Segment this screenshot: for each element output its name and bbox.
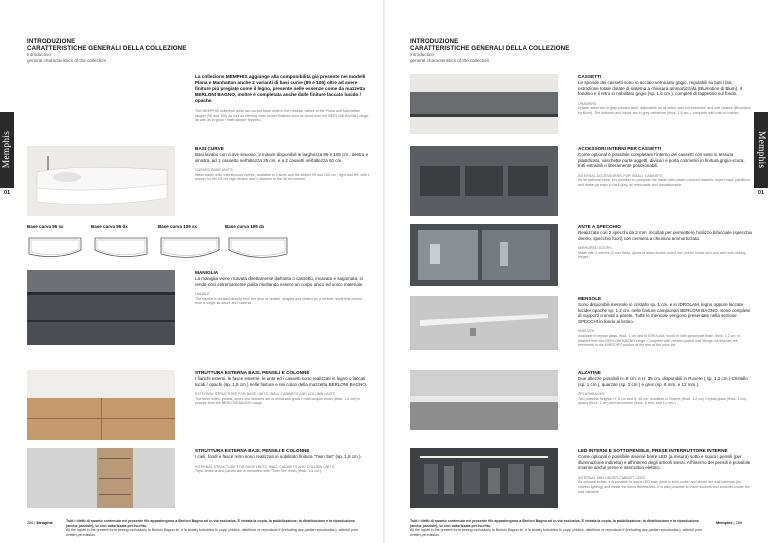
handle-en-title: HANDLE [195, 292, 210, 297]
side-tab-label: Memphis [2, 131, 12, 169]
splashback-en-title: SPLASHBACKS [578, 392, 605, 397]
side-tab-right [754, 112, 768, 188]
left-section-number: 01 [4, 190, 11, 196]
curve-label: Base curva 105 dx [225, 224, 265, 229]
accessories-photo [410, 146, 558, 216]
mirror-illustration [410, 224, 558, 286]
structure-twinset-title: STRUTTURA ESTERNA BASI, PENSILI E COLONNE [195, 448, 310, 453]
splashback-en-text: Two possible heights, H. 8 cm and H. 35 cm, available in Rovere (thick. 1,2 cm) Crystal glass (thick. 1 cm), quartz (thick. 2 cm) and stoneware (thick. 6 mm. and 12 mm.). [578, 396, 748, 406]
drawers-text: Le sponde dei cassetti sono in acciaio verniciato grigio, regolabili su tutti i lati, estrazione totale dotate di sistema a chiusura ammortizzata (Blumotion di Blum). Il fondino e il retro in nobilitato grigio (sp. 1,6 cm.), completi di tappetino sul fondo. [578, 80, 742, 97]
header-en-subtitle: general characteristics of the collection [410, 58, 490, 63]
footer-brand: Memphis [716, 521, 733, 525]
curve-plan-95-dx [95, 238, 147, 257]
drawers-illustration [410, 74, 558, 134]
structure-lacquer-title: STRUTTURA ESTERNA BASI, PENSILI E COLONNE [195, 370, 310, 375]
right-footer-page: Memphis | 289 [716, 521, 742, 525]
curve-title: BASI CURVE [195, 146, 224, 151]
splashback-block [578, 370, 753, 406]
splashback-illustration [410, 370, 558, 430]
header-subtitle: CARATTERISTICHE GENERALI DELLA COLLEZIONE [27, 45, 187, 52]
right-section-number: 01 [757, 190, 764, 196]
led-en-text: As optional extras, it is possible to insert LED bars (built to size) under and above the wall cabinets (for indirect lighting) and inside the items themselves. It is also possible to insert sockets and switches inside the wall cabinets. [578, 480, 750, 494]
right-header [410, 38, 569, 64]
curve-plan-105-sx [161, 238, 219, 257]
shelves-photo [410, 296, 558, 350]
structure-twinset-photo [27, 448, 175, 508]
led-photo [410, 448, 558, 508]
splashback-photo [410, 370, 558, 430]
header-en-subtitle: general characteristics of the collection [27, 58, 107, 63]
structure-lacquer-en-text: The outer sides, panels, doors and drawers are in wood with gloss / matt lacquer finish (thick. 1,8 cm) in colours from the BERLONI BAGNO range. [195, 396, 360, 406]
led-text: Come optional è possibile inserire barre LED (a misura) sotto e sopra i pensili (per illuminazione indiretta) e all'interno degli articoli stessi. All'interno dei pensili è possibile inserire anche prese e interruttori elettrici. [578, 454, 751, 471]
handle-photo [27, 270, 175, 345]
drawers-photo [410, 74, 558, 134]
accessories-en-title: INTERNAL ACCESSORIES FOR SMALL CABINETS [578, 173, 663, 178]
shelves-text: Sono disponibili mensole in cristallo sp. 1 cm. e in IDROLAM, legno oppure laccate lucide/ opache sp. 1,2 cm. nelle finiture campionari BERLONI BAGNO. Sono complete di supporti cromati a parete. Tutte le mensole vengono presentate nella sezione SPECCHI in fondo al listino. [578, 302, 751, 324]
left-header [27, 38, 186, 64]
mirror-text: Realizzate con 2 specchi da 3 mm. incollati per permettere l'utilizzo bifacciale (specchio dentro, specchio fuori) con cerniera a chiusura ammortizzata. [578, 230, 753, 241]
page-gutter [383, 0, 385, 543]
structure-twinset-en-text: Tops, bottoms and panels are in melamine with "Twin Set" finish (thick. 1,8 cm.). [195, 469, 323, 474]
curve-label: Base curva 95 dx [91, 224, 128, 229]
drawers-en-text: Drawer sides are in gray painted steel, adjustable on all sides, with full extraction and soft closure (Blumotion by Blum). The bottoms and backs are in grey melamine (thick. 1,6 cm.), complete with mat on bottom. [578, 106, 751, 115]
curve-label: Base curva 105 sx [158, 224, 198, 229]
structure-wood-illustration [27, 370, 175, 440]
structure-twinset-illustration [27, 448, 175, 508]
curve-plan-105-dx [229, 238, 287, 257]
accessories-illustration [410, 146, 558, 216]
structure-lacquer-en-title: EXTERNAL STRUCTURE FOR BASE UNITS, WALL CABINETS AND COLUMN UNITS [195, 392, 336, 397]
drawers-en-title: DRAWERS [578, 101, 597, 106]
mirror-en-title: MIRRORED DOORS [578, 246, 612, 251]
footer-rights-it: Tutti i diritti di quanto contenuto nel presente file appartengono a Berloni Bagno srl in via esclusiva. È vietata la copia, la pubblicazione, la distribuzione e la riproduzione (anche parziale), se non autorizzata per iscritto. [66, 519, 355, 528]
header-title: INTRODUZIONE [27, 38, 76, 45]
accessories-text: Come optional è possibile completare l'interno dei cassetti con sesti in tessuto plastificato, vaschette porta oggetti, divisori e porta cosmetici in finitura grigio-scura, tutti estraibili e liberamente posizionabili. [578, 152, 745, 169]
footer-rights-en: All the rights in the present form belong exclusively to Berloni Bagno srl. It is strictly forbidden to copy, publish, distribute or reproduce it (including any partial reproduction), without prior written permission. [410, 528, 703, 537]
structure-twinset-en-title: INTERNAL STRUCTURE FOR BASE UNITS, WALL CABINETS AND COLUMN UNITS [195, 464, 334, 469]
shelves-en-text: Available in crystal glass, thick. 1 cm and in IDROLAM, wood or with gloss/matt finish, thick. 1,2 cm. in finishes from the BERLONI BAGNO range. Complete with chrome-plated wall fittings. All shelves are presented in the MIRRORS section at the end of the price list. [578, 333, 741, 348]
header-subtitle: CARATTERISTICHE GENERALI DELLA COLLEZIONE [410, 45, 570, 52]
handle-text: La maniglia viene ricavata direttamente dall'anta o cassetto, incavata e sagomata, si rende così estremamente pulita risultando essere un corpo unico ed unico materiale. [195, 276, 364, 287]
side-tab-left [0, 112, 14, 188]
header-en-title: Introduction [27, 52, 52, 57]
led-title: LED INTERNI E SOTTOPENSILE, PRESE INTERRUTTORE INTERNE [578, 448, 728, 453]
led-block [578, 448, 753, 494]
accessories-block [578, 146, 753, 188]
handle-illustration [27, 270, 175, 345]
curved-base-photo [27, 146, 175, 216]
curved-base-illustration [27, 146, 175, 216]
drawers-block [578, 74, 753, 116]
structure-lacquer-text: I fianchi esterni, le fasce esterne, le ante ed i cassetti sono realizzati in legno o laccati lucidi / opachi (sp. 1,8 cm.) nelle finiture e nei colori della mazzetta BERLONI BAGNO. [195, 376, 368, 387]
side-tab-label: Memphis [756, 131, 766, 169]
shelves-title: MENSOLE [578, 296, 602, 301]
footer-page-number: 289 [735, 521, 742, 525]
shelves-block [578, 296, 753, 348]
led-illustration [410, 448, 558, 508]
intro-en-text: The MEMPHIS collection adds two curved base units to the modular nature of the Plana and Manhattan ranges (95 and 105) as well as offering more prized finishes such as wood from the BERLONI BAGNO range, as well as in gloss / matt lacquer finishes. [195, 109, 370, 123]
footer-rights-en: All the rights in the present form belong exclusively to Berloni Bagno srl. It is strictly forbidden to copy, publish, distribute or reproduce it (including any partial reproduction), without prior written permission. [66, 528, 359, 537]
handle-en-text: The handle is created directly from the door or drawer, shaped and slotted for a cleaner result that comes from a single structure and material. [195, 296, 362, 306]
accessories-en-text: As an optional extra, it is possible to complete the inside with plastic covered baskets, object trays, partitions and make-up trays in dark grey, all removable and repositionable. [578, 178, 750, 187]
splashback-text: Due altezze possibili H. 8 cm. e H. 35 cm. disponibili in Rovere ( sp. 1,2 cm.) Cristallo (sp. 1 cm.), quarzite (sp. 2 cm.) e gres (sp. 6 mm. e 12 mm.). [578, 376, 748, 387]
structure-twinset-text: I cieli, fondi e fasce retro sono realizzati in nobilitato finitura "Twin Set" (sp. 1,8 cm.). [195, 454, 362, 459]
curve-plan-95-sx [29, 238, 81, 257]
drawers-title: CASSETTI [578, 74, 602, 79]
footer-rights-it: Tutti i diritti di quanto contenuto nel presente file appartengono a Berloni Bagno srl in via esclusiva. È vietata la copia, la pubblicazione, la distribuzione e la riproduzione (anche parziale), se non autorizzata per iscritto. [410, 519, 699, 528]
curve-label: Base curva 95 sx [27, 224, 64, 229]
curve-plans [25, 232, 295, 262]
structure-twinset-block [195, 448, 370, 474]
curve-en-title: CURVED BASE UNITS [195, 168, 233, 173]
curve-block [195, 146, 370, 182]
intro-block [195, 74, 370, 123]
structure-wood-photo [27, 370, 175, 440]
structure-lacquer-block [195, 370, 370, 406]
footer-page-number: 286 [27, 521, 34, 525]
left-footer-rights [66, 519, 366, 537]
footer-brand: Memphis [36, 521, 53, 525]
left-footer-page: 286 | Memphis [27, 521, 53, 525]
mirror-photo [410, 224, 558, 286]
header-en-title: Introduction [410, 52, 435, 57]
curve-en-text: Wash basin units with sinuous curves, available in 2 sizes and the widths 95 and 105 cm , right and left, with 1 drawer for the 25 cm high version and 2 drawers in the 50 cm version. [195, 172, 370, 182]
mirror-block [578, 224, 753, 260]
splashback-title: ALZATINE [578, 370, 601, 375]
mirror-title: ANTE A SPECCHIO [578, 224, 621, 229]
intro-text: La collezione MEMPHIS aggiunge alla componibilità già presente nei modelli Plana e Manhattan anche 2 varianti di basi curve (95 e 105) oltre ad avere finiture più pregiate come il legno, presente nelle essenze come da mazzetta BERLONI BAGNO, inoltre è completata anche dalle finiture laccato lucido / opache. [195, 74, 366, 103]
accessories-title: ACCESSORI INTERNI PER CASSETTI [578, 146, 662, 151]
mirror-en-text: Made with 2 mirrors (3 mm thick), glued to allow double-sided use (mirror inside and out) with soft-closing hinges. [578, 250, 746, 260]
right-footer-rights [410, 519, 710, 537]
curve-text: Basi lavabo con curve sinuose, 2 misure disponibili in larghezza 95 e 105 cm , destra e sinistra, ad 1 cassetto nell'altezza 25 cm. e a 2 cassetti nell'altezza 50 cm. [195, 152, 369, 163]
led-en-title: INTERNAL AND UNDER-CABINET LEDS [578, 475, 645, 480]
handle-block [195, 270, 370, 306]
header-title: INTRODUZIONE [410, 38, 459, 45]
shelves-illustration [410, 296, 558, 350]
shelves-en-title: SHELVES [578, 329, 595, 334]
handle-title: MANIGLIA [195, 270, 219, 275]
